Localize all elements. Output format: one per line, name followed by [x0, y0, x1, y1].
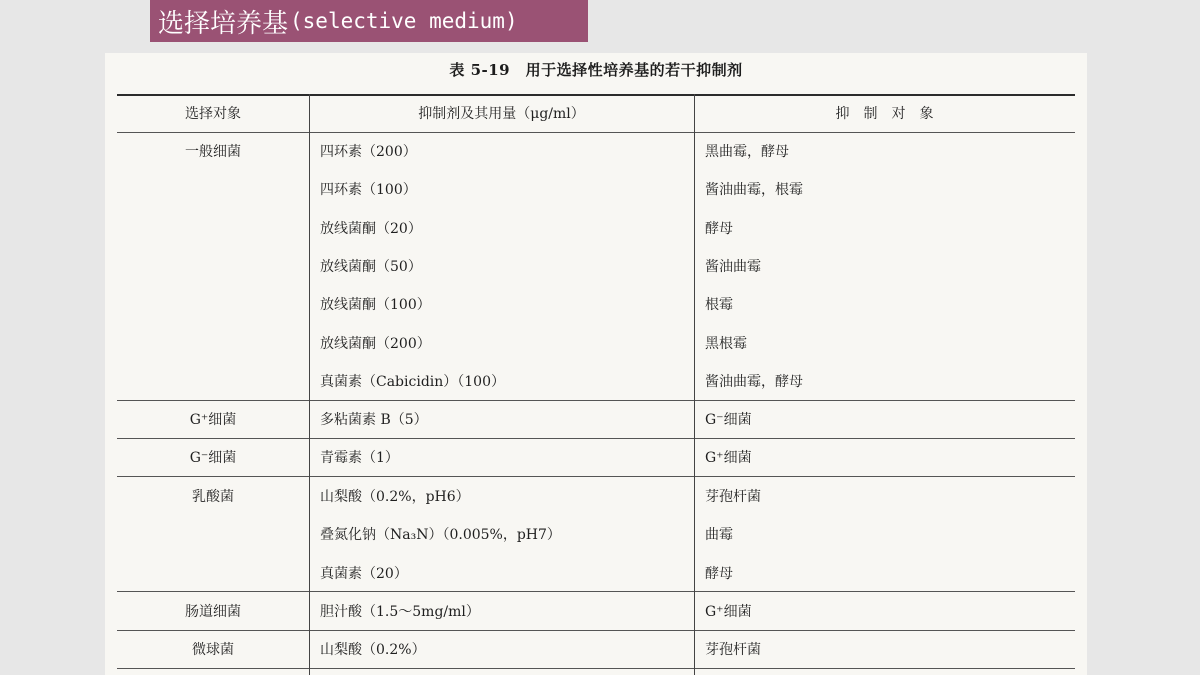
- row-inhibits: 酵母: [705, 566, 733, 582]
- row-agent: 真菌素（Cabicidin）（100）: [320, 374, 505, 390]
- header-target: 选择对象: [185, 106, 241, 122]
- slide-title: [150, 0, 588, 42]
- row-agent: 多粘菌素 B（5）: [320, 412, 428, 428]
- row-agent: 山梨酸（0.2%，pH6）: [320, 489, 470, 505]
- row-agent: 真菌素（20）: [320, 566, 408, 582]
- table-bottom-rule: [117, 668, 1075, 669]
- row-target: G⁻细菌: [189, 450, 237, 466]
- table-row: [105, 246, 1087, 284]
- header-inhibits: 抑 制 对 象: [835, 106, 934, 122]
- table-row: [105, 553, 1087, 591]
- table-row: [105, 514, 1087, 552]
- row-agent: 四环素（100）: [320, 182, 417, 198]
- row-agent: 放线菌酮（50）: [320, 259, 422, 275]
- row-inhibits: 酱油曲霉，根霉: [705, 182, 803, 198]
- row-inhibits: G⁻细菌: [705, 412, 752, 428]
- row-agent: 四环素（200）: [320, 144, 417, 160]
- row-inhibits: 曲霉: [705, 527, 733, 543]
- row-agent: 胆汁酸（1.5～5mg/ml）: [320, 604, 480, 620]
- row-inhibits: G⁺细菌: [705, 450, 752, 466]
- table-caption: 表 5-19 用于选择性培养基的若干抑制剂: [449, 61, 743, 79]
- table-top-rule: [117, 94, 1075, 96]
- table-row: [105, 476, 1087, 514]
- table-row: [105, 629, 1087, 667]
- row-inhibits: 酵母: [705, 221, 733, 237]
- row-inhibits: 酱油曲霉，酵母: [705, 374, 803, 390]
- table-row: [105, 591, 1087, 629]
- row-agent: 放线菌酮（100）: [320, 297, 431, 313]
- row-agent: 山梨酸（0.2%）: [320, 642, 426, 658]
- table-row: [105, 361, 1087, 399]
- table-row: [105, 399, 1087, 437]
- row-inhibits: 芽孢杆菌: [705, 642, 761, 658]
- row-agent: 叠氮化钠（Na₃N）（0.005%，pH7）: [320, 527, 561, 543]
- row-agent: 放线菌酮（200）: [320, 336, 431, 352]
- row-target: 乳酸菌: [192, 489, 234, 505]
- row-agent: 放线菌酮（20）: [320, 221, 422, 237]
- row-inhibits: 根霉: [705, 297, 733, 313]
- row-inhibits: 黑曲霉，酵母: [705, 144, 789, 160]
- row-inhibits: 酱油曲霉: [705, 259, 761, 275]
- table-row: [105, 284, 1087, 322]
- row-target: 微球菌: [192, 642, 234, 658]
- slide-title-english: (selective medium): [290, 9, 518, 33]
- row-inhibits: 芽孢杆菌: [705, 489, 761, 505]
- slide-title-chinese: 选择培养基: [158, 8, 289, 39]
- row-agent: 青霉素（1）: [320, 450, 399, 466]
- table-row: [105, 169, 1087, 207]
- table-row: [105, 437, 1087, 475]
- table-row: [105, 131, 1087, 169]
- row-inhibits: 黑根霉: [705, 336, 747, 352]
- row-target: 一般细菌: [185, 144, 241, 160]
- row-inhibits: G⁺细菌: [705, 604, 752, 620]
- row-target: 肠道细菌: [185, 604, 241, 620]
- table-row: [105, 208, 1087, 246]
- row-target: G⁺细菌: [189, 412, 237, 428]
- header-agent: 抑制剂及其用量（μg/ml）: [418, 106, 585, 122]
- table-row: [105, 323, 1087, 361]
- table-scan: [105, 53, 1087, 675]
